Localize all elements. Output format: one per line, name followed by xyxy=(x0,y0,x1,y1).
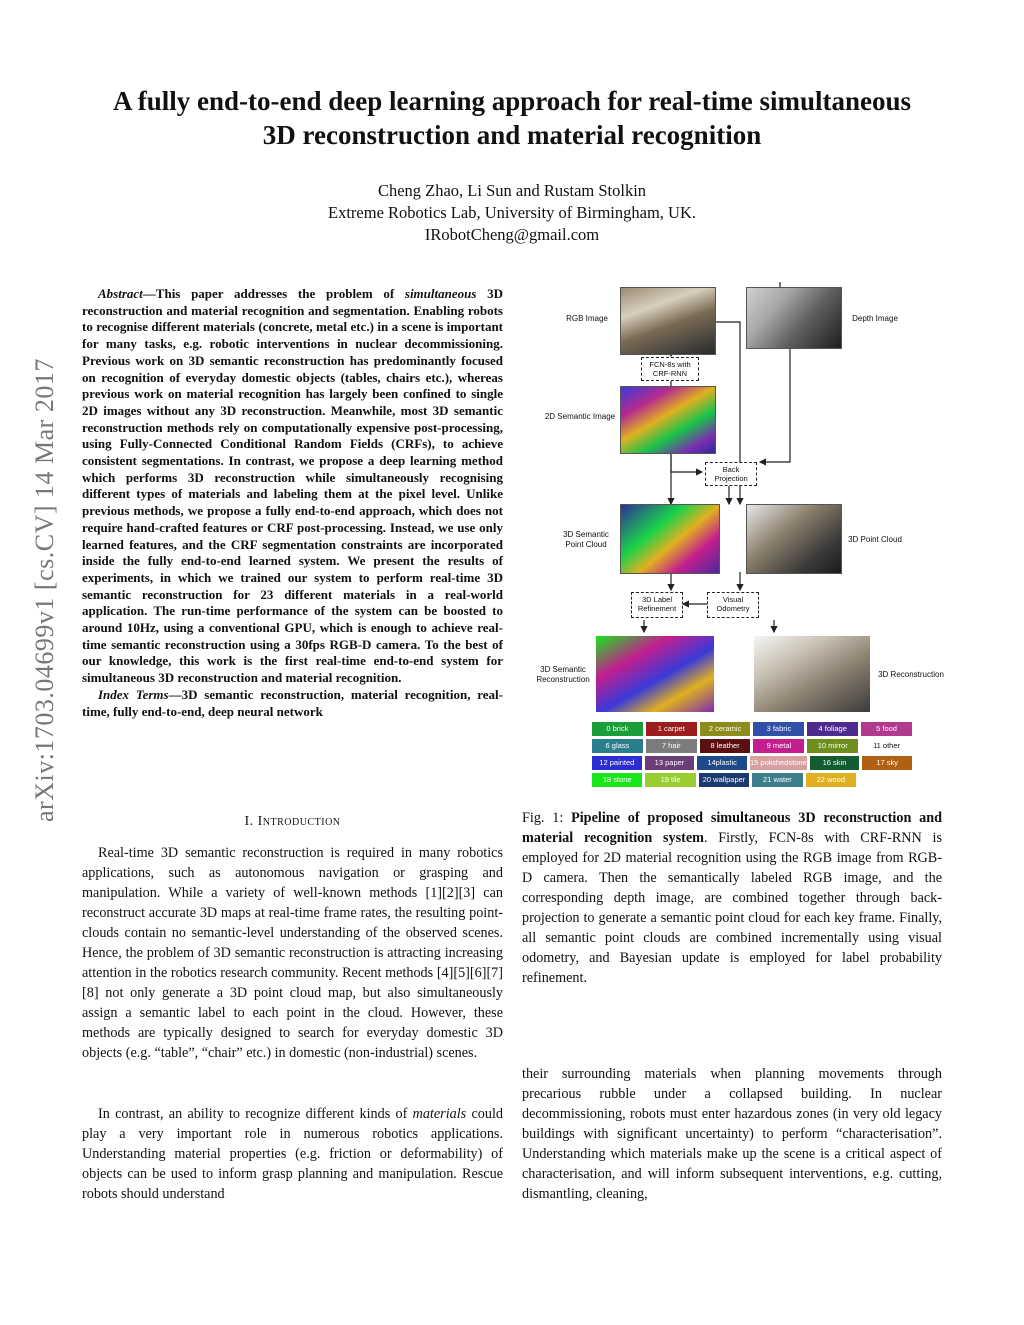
legend-item: 18 stone xyxy=(592,773,642,787)
legend-item: 17 sky xyxy=(862,756,912,770)
legend-item: 1 carpet xyxy=(646,722,697,736)
index-terms xyxy=(82,687,503,720)
box-fcn-crf-rnn: FCN-8s with CRF-RNN xyxy=(641,357,699,381)
rgb-image xyxy=(620,287,716,355)
paper-title: A fully end-to-end deep learning approach for real-time simultaneous 3D reconstruction and material recognition xyxy=(112,86,912,150)
legend-item: 4 foliage xyxy=(807,722,858,736)
author-block xyxy=(200,180,824,246)
label-3d-point-cloud: 3D Point Cloud xyxy=(848,535,902,544)
legend-item: 9 metal xyxy=(753,739,804,753)
legend-row xyxy=(592,739,912,753)
label-2d-semantic-image: 2D Semantic Image xyxy=(544,412,616,421)
figure-arrows xyxy=(524,282,944,722)
index-terms-sep: — xyxy=(168,686,182,702)
authors: Cheng Zhao, Li Sun and Rustam Stolkin xyxy=(377,181,647,200)
legend-item: 13 paper xyxy=(645,756,695,770)
semantic-reconstruction-image xyxy=(596,636,714,712)
legend-item: 20 wallpaper xyxy=(699,773,749,787)
index-terms-label: Index Terms xyxy=(98,686,169,702)
index-terms-text: 3D semantic reconstruction, material recognition, real-time, fully end-to-end, deep neural network xyxy=(82,686,503,719)
arrow-depth-to-backproj xyxy=(760,330,790,462)
box-visual-odometry: Visual Odometry xyxy=(707,592,759,618)
abstract-emphasis: simultaneous xyxy=(404,286,477,301)
box-3d-label-refinement: 3D Label Refinement xyxy=(631,592,683,618)
box-back-projection: Back Projection xyxy=(705,462,757,486)
section-title: Introduction xyxy=(257,814,341,829)
intro-paragraph-2 xyxy=(82,1104,503,1204)
legend-item: 19 tile xyxy=(645,773,695,787)
intro-p2-emphasis: materials xyxy=(412,1106,467,1122)
abstract xyxy=(82,286,503,720)
legend-row xyxy=(592,756,912,770)
label-3d-semantic-point-cloud: 3D Semantic Point Cloud xyxy=(563,530,609,549)
email: IRobotCheng@gmail.com xyxy=(424,225,600,244)
point-cloud-image xyxy=(746,504,842,574)
caption-prefix: Fig. 1: xyxy=(522,810,572,826)
legend-item: 11 other xyxy=(861,739,912,753)
legend-row xyxy=(592,773,856,787)
legend-item: 10 mirror xyxy=(807,739,858,753)
legend-item: 2 ceramic xyxy=(700,722,751,736)
label-3d-semantic-reconstruction: 3D Semantic Reconstruction xyxy=(536,665,590,684)
intro-paragraph-1: Real-time 3D semantic reconstruction is required in many robotics applications, such as autonomous navigation or grasping and manipulation. While a variety of well-known methods [1][2][3] can reconstruct accurate 3D maps at real-time frame rates, the resulting point-clouds contain no semantic-level understanding of the observed scenes. Hence, the problem of 3D semantic reconstruction is attracting increasing attention in the robotics research community. Recent methods [4][5][6][7][8] not only generate a 3D point cloud map, but also simultaneously assign a semantic label to each point in the cloud. However, these methods are typically designed to search for everyday domestic 3D objects (e.g. “table”, “chair” etc.) in domestic (non-industrial) scenes. xyxy=(82,845,503,1061)
arrow-2d-to-backproj xyxy=(671,452,702,472)
intro-p2-text-2: could play a very important role in numerous robotics applications. Understanding material properties (e.g. friction or deformability) of objects can be used to inform grasp planning and manipulation. Rescue robots should understand xyxy=(82,1106,503,1202)
depth-image xyxy=(746,287,842,349)
legend-item: 6 glass xyxy=(592,739,643,753)
legend-item: 0 brick xyxy=(592,722,643,736)
reconstruction-image xyxy=(754,636,870,712)
caption-bold: Pipeline of proposed simultaneous 3D reconstruction and material recognition system xyxy=(522,810,942,846)
legend-item: 7 hair xyxy=(646,739,697,753)
semantic-2d-image xyxy=(620,386,716,454)
legend-item: 12 painted xyxy=(592,756,642,770)
label-3d-reconstruction: 3D Reconstruction xyxy=(878,670,944,679)
abstract-text-2: 3D reconstruction and material recognition and segmentation. Enabling robots to recognise different materials (concrete, metal etc.) in a scene is important for many tasks, e.g. robotic interventions in nuclear decommissioning. Previous work on 3D semantic reconstruction has predominantly focused on recognition of everyday domestic objects (tables, chairs etc.), whereas previous work on material recognition has largely been confined to single 2D images without any 3D reconstruction. Meanwhile, most 3D semantic reconstruction methods rely on computationally expensive post-processing, using Fully-Connected Conditional Random Fields (CRFs), to achieve consistent segmentations. In contrast, we propose a deep learning method which performs 3D reconstruction while simultaneously recognising different types of materials and labeling them at the pixel level. Unlike previous methods, we propose a fully end-to-end approach, which does not require hand-crafted features or CRF post-processing. Instead, we use only learned features, and the CRF segmentation constraints are incorporated inside the fully end-to-end learned system. We present the results of experiments, in which we trained our system to perform real-time 3D semantic reconstruction for 23 different materials in a real-world application. The run-time performance of the system can be boosted to around 10Hz, using a conventional GPU, which is enough to achieve real-time semantic reconstruction using a 30fps RGB-D camera. To the best of our knowledge, this work is the first real-time end-to-end system for simultaneous 3D reconstruction and material recognition. xyxy=(82,286,504,686)
legend-item: 21 water xyxy=(752,773,802,787)
figure-caption xyxy=(522,808,942,988)
intro-p2-text-1: In contrast, an ability to recognize different kinds of xyxy=(98,1106,413,1122)
legend-item: 15 polishedstone xyxy=(750,756,807,770)
abstract-text-1: This paper addresses the problem of xyxy=(155,286,405,301)
legend-item: 8 leather xyxy=(700,739,751,753)
legend-item: 14plastic xyxy=(697,756,747,770)
abstract-label: Abstract xyxy=(98,286,143,301)
section-heading xyxy=(82,814,503,830)
legend-item: 5 food xyxy=(861,722,912,736)
pipeline-figure xyxy=(524,282,944,792)
arxiv-identifier: arXiv:1703.04699v1 [cs.CV] 14 Mar 2017 xyxy=(30,358,59,822)
label-depth-image: Depth Image xyxy=(852,314,898,323)
legend-item: 16 skin xyxy=(810,756,860,770)
section-number: I. xyxy=(244,814,254,829)
right-column-body: their surrounding materials when planning movements through precarious rubble under a collapsed building. In nuclear decommissioning, robots must enter hazardous zones (in very old legacy buildings with significant uncertainty) to perform “characterisation”. Understanding which materials make up the scene is a critical aspect of characterisation, and will inform subsequent interventions, e.g. cutting, dismantling, cleaning, xyxy=(522,1066,942,1202)
legend-item: 22 wood xyxy=(806,773,856,787)
semantic-point-cloud-image xyxy=(620,504,720,574)
label-rgb-image: RGB Image xyxy=(566,314,608,323)
legend-row xyxy=(592,722,912,736)
abstract-sep: — xyxy=(142,286,156,301)
caption-text: . Firstly, FCN-8s with CRF-RNN is employed for 2D material recognition using the RGB image from RGB-D camera. Then the semantically labeled RGB image, and the corresponding depth image, are combined together through back-projection to generate a semantic point cloud for each key frame. Finally, all semantic point clouds are combined incrementally using visual odometry, and Bayesian update is employed for label probability refinement. xyxy=(522,830,942,986)
legend-item: 3 fabric xyxy=(753,722,804,736)
affiliation: Extreme Robotics Lab, University of Birmingham, UK. xyxy=(328,203,696,222)
